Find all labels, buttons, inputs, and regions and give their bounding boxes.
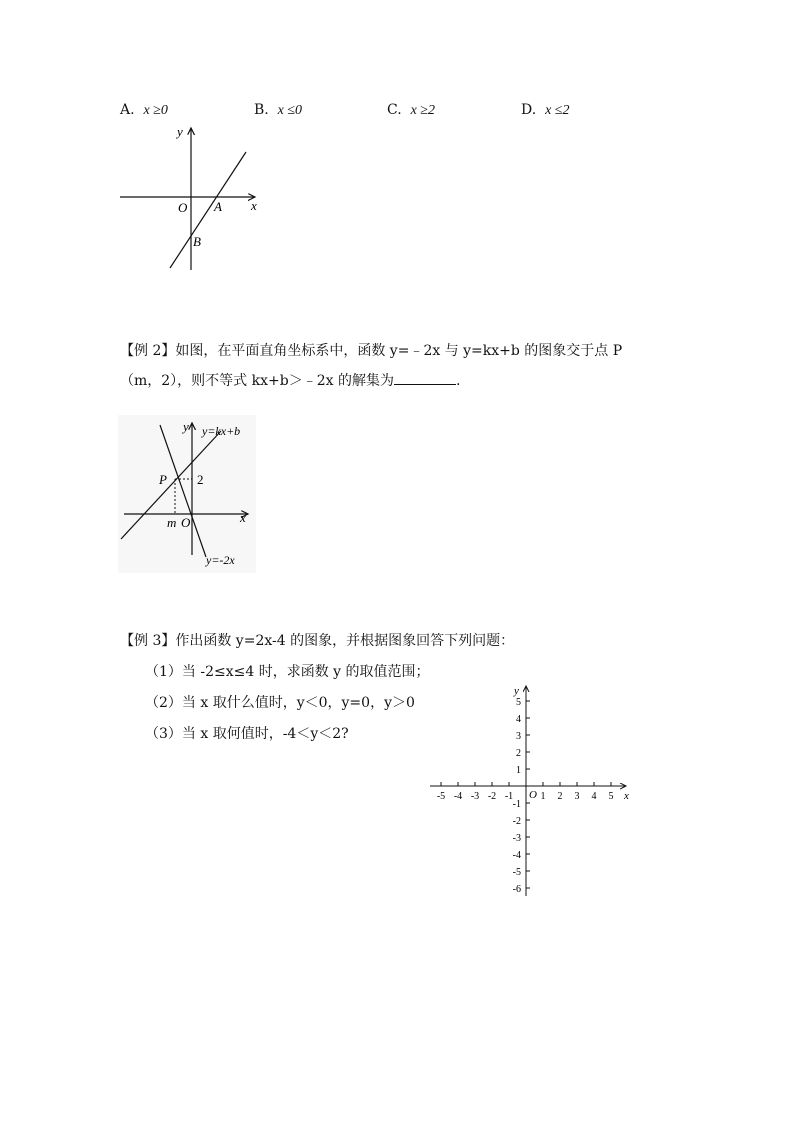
y-tick-label: 5 — [516, 697, 521, 708]
ex3-question-3: （3）当 x 取何值时，-4＜y＜2? — [145, 726, 349, 742]
ex3-question-1: （1）当 -2≤x≤4 时，求函数 y 的取值范围； — [145, 664, 430, 680]
y-tick-label: 3 — [516, 731, 521, 742]
option-a: A. x ≥0 — [120, 102, 168, 118]
point-p-label: P — [159, 472, 167, 487]
y-tick-label: -3 — [512, 833, 521, 844]
y-tick-label: 1 — [516, 765, 521, 776]
x-label: x — [624, 790, 629, 802]
x-tick-label: 2 — [557, 791, 563, 802]
ex3-question-2: （2）当 x 取什么值时，y＜0，y=0，y＞0 — [145, 695, 415, 711]
y-label: y — [514, 685, 519, 697]
q1-figure — [115, 122, 265, 272]
x-label: x — [240, 510, 246, 525]
point-a-label: A — [214, 199, 222, 214]
origin-label: O — [529, 789, 537, 801]
x-tick-label: 3 — [574, 791, 580, 802]
x-tick-label: -3 — [470, 791, 480, 802]
y-tick-label: -1 — [512, 799, 521, 810]
y-tick-label: -2 — [512, 816, 521, 827]
y-tick-label: 2 — [516, 748, 521, 759]
ex2-line2: （m，2），则不等式 kx+b＞﹣2x 的解集为 . — [120, 370, 460, 390]
origin-label: O — [178, 200, 188, 215]
y-tick-label: -4 — [512, 850, 521, 861]
line-neg-2x-label: y=-2x — [206, 553, 235, 567]
y-label: y — [177, 124, 183, 139]
ex2-line1: 【例 2】如图，在平面直角坐标系中，函数 y=﹣2x 与 y=kx+b 的图象交于点 P — [120, 343, 623, 359]
point-b-label: B — [193, 234, 201, 249]
y-value-2: 2 — [197, 472, 204, 487]
x-tick-label: -2 — [487, 791, 497, 802]
x-tick-label: -1 — [504, 791, 514, 802]
ex3-coordinate-grid — [428, 680, 638, 902]
x-tick-label: -4 — [453, 791, 463, 802]
line-kx-plus-b-label: y=kx+b — [202, 424, 241, 438]
figure-background — [118, 415, 256, 573]
origin-label: O — [181, 515, 191, 530]
x-tick-label: 4 — [591, 791, 597, 802]
ex3-title: 【例 3】作出函数 y=2x-4 的图象，并根据图象回答下列问题： — [120, 633, 515, 649]
answer-blank[interactable] — [394, 370, 456, 385]
y-tick-label: 4 — [516, 714, 521, 725]
option-b: B. x ≤0 — [254, 102, 303, 118]
option-d: D. x ≤2 — [521, 102, 570, 118]
y-tick-label: -6 — [512, 884, 521, 895]
x-tick-label: 1 — [540, 791, 546, 802]
x-tick-label: -5 — [436, 791, 446, 802]
ex2-figure — [118, 415, 256, 573]
x-tick-label: 5 — [608, 791, 614, 802]
option-c: C. x ≥2 — [387, 102, 435, 118]
x-label: x — [251, 198, 257, 213]
m-label: m — [167, 515, 177, 530]
y-label: y — [183, 419, 189, 434]
y-tick-label: -5 — [512, 867, 521, 878]
